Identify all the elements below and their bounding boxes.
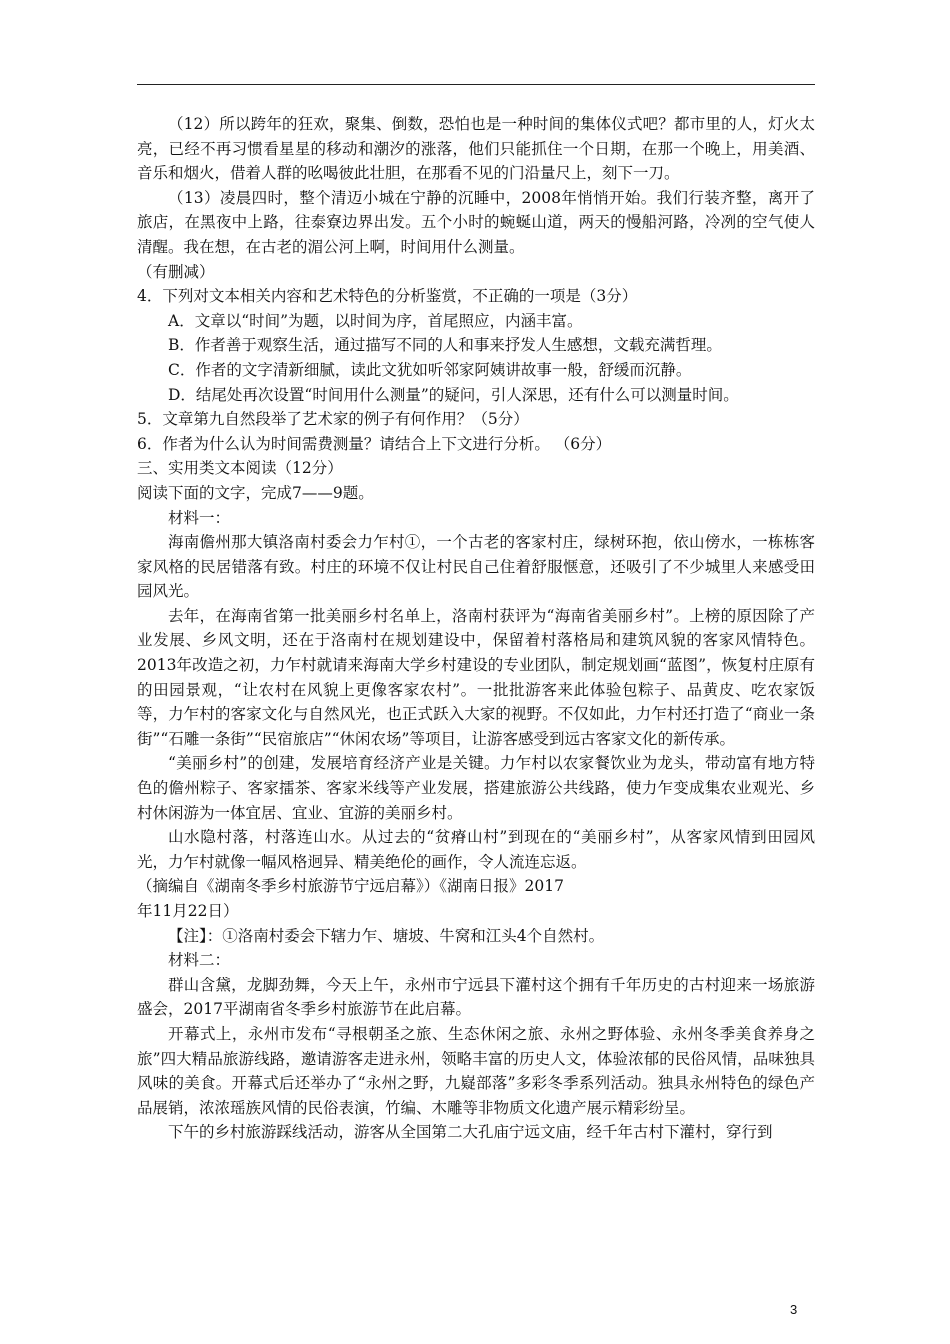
- material-1-note: 【注】：①洛南村委会下辖力乍、塘坡、牛窝和江头4个自然村。: [168, 926, 605, 945]
- section-heading: 三、实用类文本阅读（12分）: [137, 459, 343, 478]
- page-number: 3: [790, 1302, 798, 1317]
- question-4-option-c: C．作者的文字清新细腻，读此文犹如听邻家阿姨讲故事一般，舒缓而沉静。: [168, 360, 692, 379]
- material-1-paragraph: 海南儋州那大镇洛南村委会力乍村①，一个古老的客家村庄，绿树环抱，依山傍水，一栋栋客家风格的民居错落有致。村庄的环境不仅让村民自己住着舒服惬意，还吸引了不少城里人来感受田园风光。: [137, 533, 815, 601]
- question-4-option-b: B．作者善于观察生活，通过描写不同的人和事来抒发人生感想，文载充满哲理。: [168, 336, 722, 355]
- question-4-option-d: D．结尾处再次设置“时间用什么测量”的疑问，引人深思，还有什么可以测量时间。: [168, 385, 739, 404]
- material-2-paragraph: 下午的乡村旅游踩线活动，游客从全国第二大孔庙宁远文庙，经千年古村下灌村，穿行到: [168, 1123, 773, 1142]
- material-2-paragraph: 开幕式上，永州市发布“寻根朝圣之旅、生态休闲之旅、永州之野体验、永州冬季美食养身之旅”四大精品旅游线路，邀请游客走进永州，领略丰富的历史人文，体验浓郁的民俗风情，品味独具风味的美食。开幕式后还举办了“永州之野，九嶷部落”多彩冬季系列活动。独具永州特色的绿色产品展销，浓浓瑶族风情的民俗表演，竹编、木雕等非物质文化遗产展示精彩纷呈。: [137, 1024, 815, 1117]
- paragraph-13: （13）凌晨四时，整个清迈小城在宁静的沉睡中，2008年悄悄开始。我们行装齐整，离开了旅店，在黑夜中上路，往泰寮边界出发。五个小时的蜿蜒山道，两天的慢船河路，冷冽的空气使人清醒。我在想，在古老的湄公河上啊，时间用什么测量。: [137, 188, 815, 256]
- question-6: 6．作者为什么认为时间需费测量？请结合上下文进行分析。 （6分）: [137, 434, 612, 453]
- paragraph-12: （12）所以跨年的狂欢，聚集、倒数，恐怕也是一种时间的集体仪式吧？都市里的人，灯火太亮，已经不再习惯看星星的移动和潮汐的涨落，他们只能抓住一个日期，在那一个晚上，用美酒、音乐和烟火，借着人群的吆喝彼此壮胆，在那看不见的门沿量尺上，刻下一刀。: [137, 115, 815, 183]
- document-body: [137, 112, 815, 1145]
- material-2-paragraph: 群山含黛，龙脚劲舞，今天上午，永州市宁远县下灌村这个拥有千年历史的古村迎来一场旅游盛会，2017平湖南省冬季乡村旅游节在此启幕。: [137, 975, 815, 1019]
- question-4-option-a: A．文章以“时间”为题，以时间为序，首尾照应，内涵丰富。: [168, 311, 583, 330]
- question-4-stem: 4．下列对文本相关内容和艺术特色的分析鉴赏，不正确的一项是（3分）: [137, 287, 638, 306]
- material-1-paragraph: 去年，在海南省第一批美丽乡村名单上，洛南村获评为“海南省美丽乡村”。上榜的原因除了产业发展、乡风文明，还在于洛南村在规划建设中，保留着村落格局和建筑风貌的客家风情特色。2013年改造之初，力乍村就请来海南大学乡村建设的专业团队，制定规划画“蓝图”，恢复村庄原有的田园景观，“让农村在风貌上更像客家农村”。一批批游客来此体验包粽子、品黄皮、吃农家饭等，力乍村的客家文化与自然风光，也正式跃入大家的视野。不仅如此，力乍村还打造了“商业一条街”“石雕一条街”“民宿旅店”“休闲农场”等项目，让游客感受到远古客家文化的新传承。: [137, 606, 815, 748]
- material-1-source-date: 年11月22日）: [137, 902, 239, 920]
- question-5: 5．文章第九自然段举了艺术家的例子有何作用？（5分）: [137, 410, 529, 429]
- material-2-title: 材料二：: [168, 951, 231, 970]
- reading-instruction: 阅读下面的文字，完成7——9题。: [137, 483, 374, 502]
- material-1-title: 材料一：: [168, 508, 231, 527]
- abridged-note: （有删减）: [137, 262, 215, 281]
- material-1-paragraph: 山水隐村落，村落连山水。从过去的“贫瘠山村”到现在的“美丽乡村”，从客家风情到田园风光，力乍村就像一幅风格迥异、精美绝伦的画作，令人流连忘返。: [137, 828, 815, 871]
- header-rule: [137, 84, 815, 85]
- material-1-source: （摘编自《湖南冬季乡村旅游节宁远启幕》）《湖南日报》2017: [137, 877, 564, 896]
- material-1-paragraph: “美丽乡村”的创建，发展培育经济产业是关键。力乍村以农家餐饮业为龙头，带动富有地方特色的儋州粽子、客家擂茶、客家米线等产业发展，搭建旅游公共线路，使力乍变成集农业观光、乡村休闲游为一体宜居、宜业、宜游的美丽乡村。: [137, 754, 815, 822]
